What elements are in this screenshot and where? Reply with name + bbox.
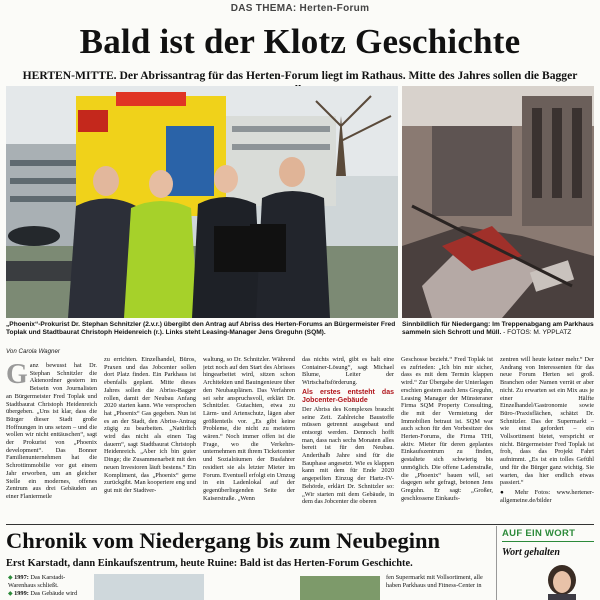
side-photo-caption	[402, 321, 594, 337]
chronicle-photo	[94, 574, 204, 600]
chronicle-year: 1999:	[14, 590, 29, 597]
more-photos-text: Mehr Fotos: www.hertener-allgemeine.de/bilder	[500, 488, 594, 504]
chronicle-headline: Chronik vom Niedergang bis zum Neubeginn	[6, 528, 441, 553]
col4-text-a: das nichts wird, gibt es halt eine Container-Lösung“, sagt Michael Blume, Leiter der Wirtschaftsförderung.	[302, 356, 394, 387]
article-column-1	[6, 362, 97, 518]
col2-text: zu errichten. Einzelhandel, Büros, Praxen und das Jobcenter sollen dort Platz finden. Ein Parkhaus ist ebenfalls geplant. Mitte dieses Jahres sollen die Abriss-Bagger rollen, damit der Neubau Anfang 2020 starten kann. Wie versprochen hat „Phoenix“ Gas gegeben. Nun ist es an der Stadt, den Abriss-Antrag zügig zu bearbeiten. „Natürlich wird das nicht als einen Tag dauern“, sagt Stadtbaurat Christoph Heidenreich. „Aber ich bin guter Dinge; die Zusammenarbeit mit den neuen Investoren läuft bestens.“ Ein Kompliment, das „Phoenix“ gerne zurückgibt. Man kooperiere eng und gut mit der Stadtver-	[104, 356, 196, 494]
photo-credit: - FOTOS: M. YPPLATZ	[503, 329, 572, 336]
article-column-3	[203, 356, 295, 518]
side-photo-image	[402, 86, 594, 318]
article-column-6	[500, 356, 594, 518]
bullet-icon: ◆	[8, 575, 15, 581]
main-subhead: HERTEN-MITTE. Der Abrissantrag für das Herten-Forum liegt im Rathaus. Mitte des Jahres sollen die Bagger	[22, 69, 578, 82]
subheading-jobcenter: Als erstes entsteht das Jobcenter-Gebäude	[302, 388, 394, 404]
more-photos-link[interactable]	[500, 489, 594, 504]
sidebar-title: Wort gehalten	[502, 547, 560, 558]
byline: Von Carola Wagner	[6, 348, 60, 355]
chronicle-photo-2	[300, 576, 380, 600]
col6-text: zentren will heute keiner mehr.“ Der Andrang von Interessenten für das neue Forum Herten sei groß. Branchen oder Namen verrät er aber nicht. Zu erwarten sei ein Mix aus je einer Hälfte Einzelhandel/Gastronomie sowie Büro-/Praxisflächen, schätzt Dr. Schnitzler. Das der Supermarkt – wie einst gefordert – ein Vollsortiment bietet, verspricht er nicht. Bürgermeister Fred Toplak ist froh, dass das Projekt Fahrt aufnimmt. „Es ist ein tolles Gefühl und für die Bürger ganz wichtig. Sie warten, das hier endlich etwas passiert.“	[500, 356, 594, 487]
chronicle-list	[8, 574, 88, 598]
section-divider	[6, 524, 594, 525]
chronicle-year: 1997:	[14, 574, 29, 581]
chronicle-text: Das Karstadt-Warenhaus schließt.	[8, 574, 66, 589]
chronicle-text-right: fen Supermarkt mit Vollsortiment, alle haben Parkhaus und Fitness-Center in	[386, 574, 483, 589]
article-column-5	[401, 356, 493, 518]
article-column-4	[302, 356, 394, 518]
side-caption-text: Sinnbildlich für Niedergang: Im Treppenabgang am Parkhaus sammeln sich Schrott und Müll.	[402, 321, 594, 336]
main-photo	[6, 86, 398, 318]
sidebar-divider	[496, 526, 497, 600]
col4-text-b: Der Abriss des Komplexes braucht seine Zeit. Zahlreiche Baustoffe müssen getrennt ausgebaut und entsorgt werden. Dennoch hofft man, dass nach sechs Monaten alles bereit ist für den Neubau. Anderthalb Jahre sind für die Bauphase angesetzt. Wie es klappen kann mit dem für Ende 2020 angepeilten Einzug der Hartz-IV-Behörde, erklärt Dr. Schnitzler so: „Wir starten mit dem Gebäude, in dem das Jobcenter die oberen	[302, 405, 394, 506]
col1-text: anz bewusst hat Dr. Stephan Schnitzler die Aktenordner gestern im Beisein von Journalisten an Bürgermeister Fred Toplak und Stadtbaurat Christoph Heidenreich übergeben. „Uns ist klar, dass die Bürger dieser Stadt große Hoffnungen in uns setzen – und die wollen wir nicht enttäuschen“, sagt der Prokurist von „Phoenix development“. Das Bonner Familienunternehmen hat die Schrottimmobilie vor gut einem Jahr erworben, um an gleicher Stelle ein modernes, offenes Zentrum aus drei Gebäuden an einer Flaniermeile	[6, 362, 97, 500]
main-headline: Bald ist der Klotz Geschichte	[79, 22, 521, 61]
col3-text: waltung, so Dr. Schnitzler. Während jetzt noch auf den Start des Abrisses hingearbeitet wird, sitzen schon Architekten und Bauingenieure über den Neubauplänen. Das Verfahren sei sehr anspruchsvoll, erklärt Dr. Schnitzler. Gutachten, etwa zu Lärm- und Artenschutz, lägen aber größtenteils vor. „Es gibt keine Probleme, die nicht zu meistern wären.“ Noch immer offen ist die Frage, wo die Verkehrs-unternehmen mit ihrem Ticketcenter und Sozialräumen der Busfahrer residiert sie als letzter Mieter im Forum. Eventuell erfolgt ein Umzug in ein Ladenlokal auf der gegenüberliegenden Seite der Kaiserstraße. „Wenn	[203, 356, 295, 502]
sidebar-label-rule	[502, 541, 594, 542]
bullet-icon: ◆	[8, 591, 15, 597]
camera-icon: ●	[500, 488, 515, 496]
chronicle-item	[8, 590, 88, 598]
author-portrait	[540, 564, 584, 600]
section-kicker: DAS THEMA: Herten-Forum	[230, 3, 370, 14]
col5-text: Geschosse bezieht.“ Fred Toplak ist es zufrieden: „Ich bin mir sicher, dass es mit dem Termin klappen wird.“ Zur Übergabe der Unterlagen erschien gestern auch Jens Greguhn, Leasing Manager der Münsteraner Firma SQM Property Consulting, die mit der Vermietung der Immobilien betraut ist. SQM war auch schon für den Vorbesitzer des Herten-Forums, die Firma THI, aktiv. Mieter für deren geplantes Einkaufszentrum zu finden, gestaltete sich schwierig bis unmöglich. Die offene Ladenstraße, die „Phoenix“ bauen will, sei dagegen sehr gefragt, betonen Jens Greguhn. Er sagt: „Großer, geschlossene Einkaufs-	[401, 356, 493, 502]
main-photo-image	[6, 86, 398, 318]
drop-cap: G	[6, 362, 28, 390]
author-portrait-image	[540, 564, 584, 600]
main-photo-caption: „Phoenix“-Prokurist Dr. Stephan Schnitzler (2.v.r.) übergibt den Antrag auf Abriss des Herten-Forums an Bürgermeister Fred Toplak und Stadtbaurat Christoph Heidenreich (r.). Links steht Leasing-Manager Jens Greguhn (SQM).	[6, 321, 396, 336]
chronicle-subhead: Erst Karstadt, dann Einkaufszentrum, heute Ruine: Bald ist das Herten-Forum Geschichte.	[6, 558, 413, 569]
article-column-2	[104, 356, 196, 518]
sidebar-label: AUF EIN WORT	[502, 528, 576, 539]
chronicle-item	[8, 574, 88, 590]
side-photo	[402, 86, 594, 318]
chronicle-text: Das Gebäude wird	[30, 590, 78, 597]
